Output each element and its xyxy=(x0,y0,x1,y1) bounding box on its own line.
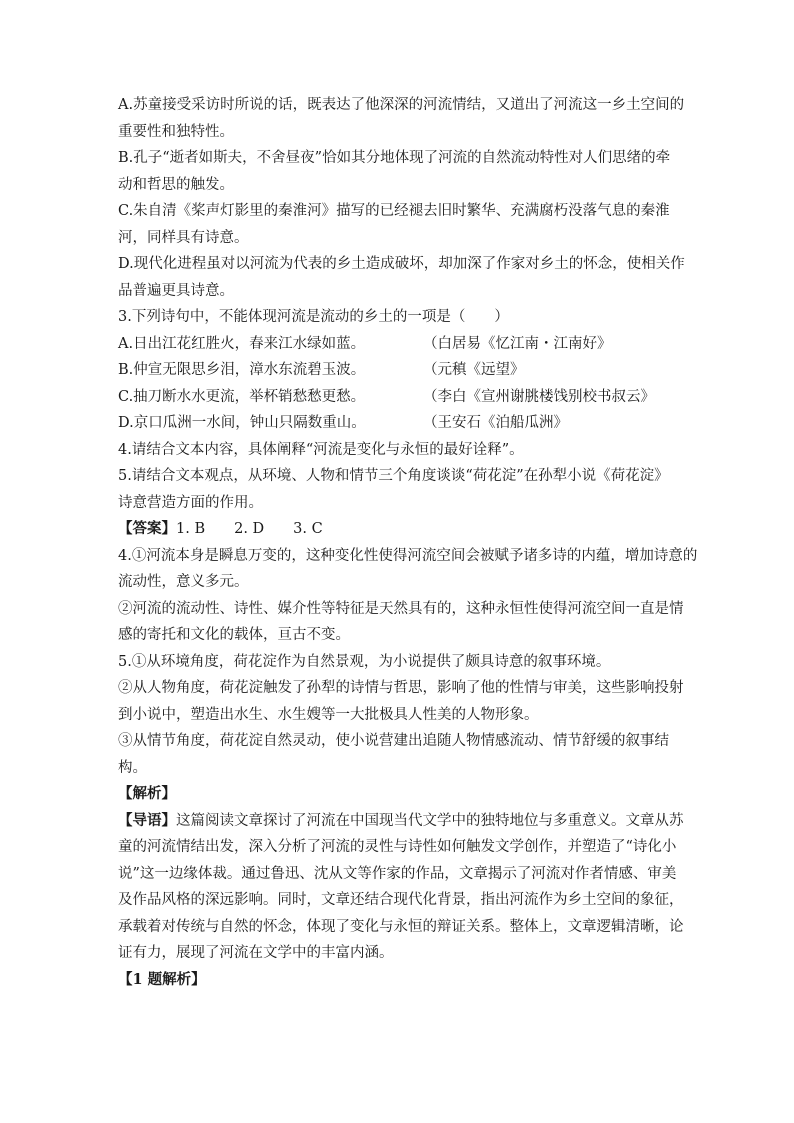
q1-analysis-label: 【1 题解析】 xyxy=(118,970,206,988)
question-3-stem: 3.下列诗句中，不能体现河流是流动的乡土的一项是（ ） xyxy=(118,309,509,325)
answer-5-1: 5.①从环境角度，荷花淀作为自然景观，为小说提供了颇具诗意的叙事环境。 xyxy=(118,653,611,670)
answer-4-2-line2: 感的寄托和文化的载体，亘古不变。 xyxy=(118,627,350,643)
question-4: 4.请结合文本内容，具体阐释“河流是变化与永恒的最好诠释”。 xyxy=(118,441,524,458)
option-b-line2: 动和哲思的触发。 xyxy=(118,176,234,193)
option-c-line1: C.朱自清《桨声灯影里的秦淮河》描写的已经褪去旧时繁华、充满腐朽没落气息的秦淮 xyxy=(118,203,670,219)
q3-option-a-line: A.日出江花红胜火，春来江水绿如蓝。 xyxy=(118,335,366,352)
answer-row xyxy=(118,516,678,543)
q3-option-c-line: C.抽刀断水水更流，举杯销愁愁更愁。 xyxy=(118,388,366,405)
question-5-line2: 诗意营造方面的作用。 xyxy=(118,494,263,511)
guide-line-5: 承载着对传统与自然的怀念，体现了变化与永恒的辩证关系。整体上，文章逻辑清晰，论 xyxy=(118,918,684,935)
q3-option-a-source: （白居易《忆江南・江南好》 xyxy=(423,335,612,352)
option-a-line1: A.苏童接受采访时所说的话，既表达了他深深的河流情结，又道出了河流这一乡土空间的 xyxy=(118,97,685,113)
guide-line-2: 童的河流情结出发，深入分析了河流的灵性与诗性如何触发文学创作，并塑造了“诗化小 xyxy=(118,839,677,855)
analysis-label: 【解析】 xyxy=(118,785,176,802)
document-content xyxy=(118,92,698,993)
question-3 xyxy=(118,304,678,437)
guide-line-1 xyxy=(118,808,684,835)
answer-4 xyxy=(118,543,698,649)
option-a-line2: 重要性和独特性。 xyxy=(118,123,234,140)
guide-line-3: 说”这一边缘体裁。通过鲁迅、沈从文等作家的作品，文章揭示了河流对作者情感、审美 xyxy=(118,865,677,882)
guide-paragraph xyxy=(118,808,684,967)
answer-4-1-line1: 4.①河流本身是瞬息万变的，这种变化性使得河流空间会被赋予诸多诗的内蕴，增加诗意的 xyxy=(118,547,698,564)
answer-5 xyxy=(118,649,684,782)
answer-5-2-line1: ②从人物角度，荷花淀触发了孙犁的诗情与哲思，影响了他的性情与审美，这些影响投射 xyxy=(118,680,684,696)
guide-label: 【导语】 xyxy=(118,811,176,829)
q3-option-c xyxy=(118,384,678,411)
option-c-line2: 河，同样具有诗意。 xyxy=(118,229,249,246)
option-d-line1: D.现代化进程虽对以河流为代表的乡土造成破坏，却加深了作家对乡土的怀念，使相关作 xyxy=(118,256,685,272)
q3-option-b xyxy=(118,357,678,384)
option-b-line1: B.孔子“逝者如斯夫，不舍昼夜”恰如其分地体现了河流的自然流动特性对人们思绪的牵 xyxy=(118,150,671,166)
q3-option-d-source: （王安石《泊船瓜洲》 xyxy=(423,415,568,431)
q3-option-c-source: （李白《宣州谢朓楼饯别校书叔云》 xyxy=(423,388,655,405)
q3-option-b-line: B.仲宣无限思乡泪，漳水东流碧玉波。 xyxy=(118,362,366,378)
guide-line-1-text: 这篇阅读文章探讨了河流在中国现当代文学中的独特地位与多重意义。文章从苏 xyxy=(176,812,684,829)
answer-text: 1. B 2. D 3. C xyxy=(176,521,323,537)
answer-5-3-line1: ③从情节角度，荷花淀自然灵动，使小说营建出追随人物情感流动、情节舒缓的叙事结 xyxy=(118,733,669,749)
question-2-options xyxy=(118,92,685,304)
answer-4-2-line1: ②河流的流动性、诗性、媒介性等特征是天然具有的，这种永恒性使得河流空间一直是情 xyxy=(118,600,684,617)
guide-line-6: 证有力，展现了河流在文学中的丰富内涵。 xyxy=(118,945,394,961)
answer-label: 【答案】 xyxy=(118,520,176,537)
answer-4-1-line2: 流动性，意义多元。 xyxy=(118,574,249,590)
guide-line-4: 及作品风格的深远影响。同时，文章还结合现代化背景，指出河流作为乡土空间的象征， xyxy=(118,892,684,908)
q3-option-d-line: D.京口瓜洲一水间，钟山只隔数重山。 xyxy=(118,415,366,431)
answer-5-2-line2: 到小说中，塑造出水生、水生嫂等一大批极具人性美的人物形象。 xyxy=(118,706,539,723)
q3-option-d xyxy=(118,410,678,437)
option-d-line2: 品普遍更具诗意。 xyxy=(118,282,234,299)
question-5-line1: 5.请结合文本观点，从环境、人物和情节三个角度谈谈“荷花淀”在孙犁小说《荷花淀》 xyxy=(118,468,669,484)
q3-option-a xyxy=(118,331,678,358)
answer-5-3-line2: 构。 xyxy=(118,759,147,776)
q3-option-b-source: （元稹《远望》 xyxy=(423,362,525,378)
